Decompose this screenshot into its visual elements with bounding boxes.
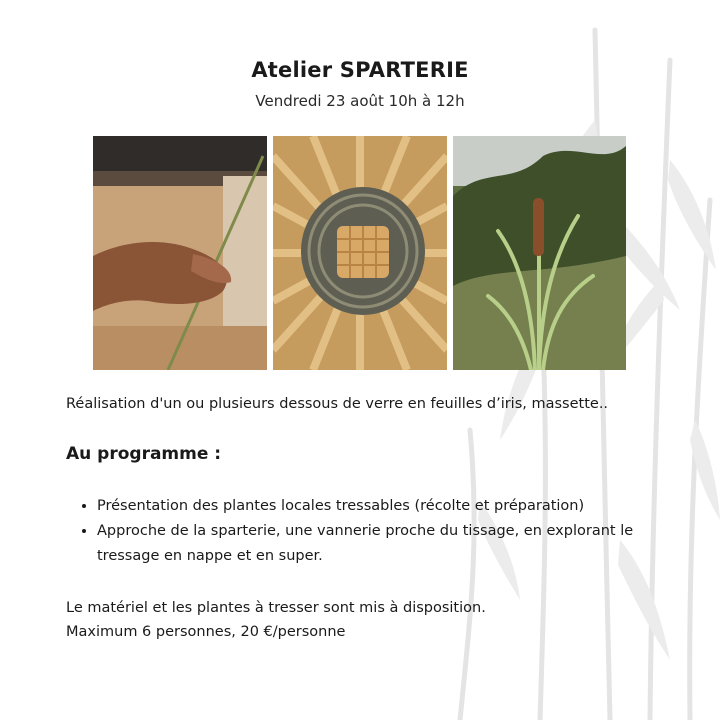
materials-note: Le matériel et les plantes à tresser sont mis à disposition. [66,600,486,616]
woven-coaster-photo [273,136,447,370]
program-item-presentation: • Présentation des plantes locales tressables (récolte et préparation) [97,494,667,519]
program-item-approach: • Approche de la sparterie, une vannerie proche du tissage, en explorant le tressage en nappe et en super. [97,519,667,569]
hand-holding-reed-photo [93,136,267,370]
cattail-plant-photo [453,136,626,370]
program-heading: Au programme : [66,444,222,464]
capacity-price: Maximum 6 personnes, 20 €/personne [66,624,346,640]
program-list [66,494,667,569]
page-title: Atelier SPARTERIE [251,58,469,82]
event-date: Vendredi 23 août 10h à 12h [255,92,465,110]
workshop-description: Réalisation d'un ou plusieurs dessous de verre en feuilles d’iris, massette.. [66,396,609,412]
footer-info [66,596,486,644]
